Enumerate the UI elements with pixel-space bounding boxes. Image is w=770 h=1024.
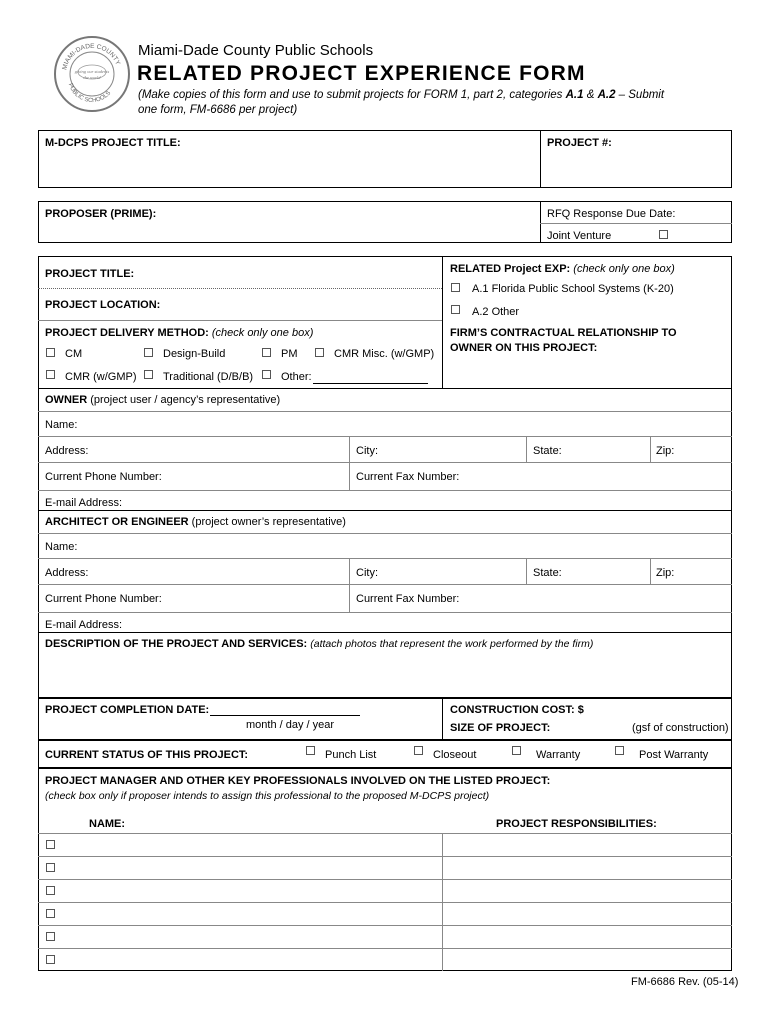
proposer-label: PROPOSER (PRIME): (45, 208, 157, 220)
owner-address-label: Address: (45, 445, 89, 457)
personnel-heading: PROJECT MANAGER AND OTHER KEY PROFESSIONALS INVOLVED ON THE LISTED PROJECT: (45, 775, 551, 787)
project-number-label: PROJECT #: (547, 137, 612, 149)
svg-text:MIAMI-DADE COUNTY: MIAMI-DADE COUNTY (61, 42, 122, 71)
related-exp-label: RELATED Project EXP: (check only one box) (450, 263, 675, 275)
rfq-due-date-label: RFQ Response Due Date: (547, 208, 676, 220)
name-column-header: NAME: (89, 818, 126, 830)
architect-email-label: E-mail Address: (45, 619, 123, 631)
project-size-label: SIZE OF PROJECT: (450, 722, 551, 734)
pm-checkbox[interactable] (262, 348, 271, 357)
closeout-label: Closeout (433, 749, 477, 761)
other-checkbox[interactable] (262, 370, 271, 379)
architect-state-label: State: (533, 567, 562, 579)
personnel-checkbox[interactable] (46, 932, 55, 941)
personnel-checkbox[interactable] (46, 886, 55, 895)
owner-name-label: Name: (45, 419, 78, 431)
svg-text:PUBLIC SCHOOLS: PUBLIC SCHOOLS (66, 82, 113, 105)
personnel-checkbox[interactable] (46, 863, 55, 872)
punch-list-label: Punch List (325, 749, 377, 761)
form-number: FM-6686 Rev. (05-14) (631, 976, 739, 988)
svg-text:giving our students: giving our students (74, 69, 110, 74)
a2-label: A.2 Other (472, 306, 520, 318)
firm-relationship-label-1: FIRM’S CONTRACTUAL RELATIONSHIP TO (450, 327, 677, 339)
cmr-misc-label: CMR Misc. (w/GMP) (334, 348, 435, 360)
other-label: Other: (281, 371, 312, 383)
design-build-label: Design-Build (163, 348, 226, 360)
owner-city-label: City: (356, 445, 378, 457)
firm-relationship-label-2: OWNER ON THIS PROJECT: (450, 342, 598, 354)
other-input-line[interactable] (313, 383, 428, 384)
responsibilities-column-header: PROJECT RESPONSIBILITIES: (496, 818, 657, 830)
personnel-checkbox[interactable] (46, 955, 55, 964)
owner-heading: OWNER (project user / agency’s representative) (45, 394, 281, 406)
a1-label: A.1 Florida Public School Systems (K-20) (472, 283, 674, 295)
warranty-label: Warranty (536, 749, 581, 761)
pm-label: PM (281, 348, 298, 360)
completion-date-label: PROJECT COMPLETION DATE: (45, 704, 210, 716)
a2-checkbox[interactable] (451, 305, 460, 314)
mdcps-project-title-label: M-DCPS PROJECT TITLE: (45, 137, 181, 149)
cm-label: CM (65, 348, 83, 360)
cmr-gmp-checkbox[interactable] (46, 370, 55, 379)
cmr-misc-checkbox[interactable] (315, 348, 324, 357)
architect-phone-label: Current Phone Number: (45, 593, 162, 605)
owner-state-label: State: (533, 445, 562, 457)
cm-checkbox[interactable] (46, 348, 55, 357)
closeout-checkbox[interactable] (414, 746, 423, 755)
svg-text:the world: the world (83, 75, 101, 80)
personnel-checkbox[interactable] (46, 840, 55, 849)
architect-zip-label: Zip: (656, 567, 675, 579)
warranty-checkbox[interactable] (512, 746, 521, 755)
cmr-gmp-label: CMR (w/GMP) (65, 371, 137, 383)
form-title: RELATED PROJECT EXPERIENCE FORM (137, 62, 586, 85)
architect-name-label: Name: (45, 541, 78, 553)
seal-graphic (56, 38, 128, 110)
delivery-method-label: PROJECT DELIVERY METHOD: (check only one box) (45, 327, 314, 339)
joint-venture-checkbox[interactable] (659, 230, 668, 239)
form-instructions: (Make copies of this form and use to submit projects for FORM 1, part 2, categories A.1 & A.2 – Submit one form, FM-6686 per project) (138, 89, 665, 116)
project-location-label: PROJECT LOCATION: (45, 299, 161, 311)
personnel-checkbox[interactable] (46, 909, 55, 918)
post-warranty-label: Post Warranty (639, 749, 709, 761)
personnel-note: (check box only if proposer intends to assign this professional to the proposed M-DCPS project) (45, 790, 490, 802)
traditional-checkbox[interactable] (144, 370, 153, 379)
architect-fax-label: Current Fax Number: (356, 593, 460, 605)
description-heading: DESCRIPTION OF THE PROJECT AND SERVICES: (attach photos that represent the work performed by the firm) (45, 638, 594, 650)
owner-phone-label: Current Phone Number: (45, 471, 162, 483)
status-label: CURRENT STATUS OF THIS PROJECT: (45, 749, 249, 761)
construction-cost-label: CONSTRUCTION COST: $ (450, 704, 584, 716)
punch-list-checkbox[interactable] (306, 746, 315, 755)
post-warranty-checkbox[interactable] (615, 746, 624, 755)
date-format-hint: month / day / year (246, 719, 335, 731)
owner-zip-label: Zip: (656, 445, 675, 457)
district-seal-logo (54, 36, 130, 112)
school-name: Miami-Dade County Public Schools (138, 42, 374, 59)
completion-date-input-line[interactable] (210, 715, 360, 716)
project-title-label: PROJECT TITLE: (45, 268, 135, 280)
owner-email-label: E-mail Address: (45, 497, 123, 509)
architect-city-label: City: (356, 567, 378, 579)
a1-checkbox[interactable] (451, 283, 460, 292)
joint-venture-label: Joint Venture (547, 230, 612, 242)
architect-heading: ARCHITECT OR ENGINEER (project owner’s representative) (45, 516, 346, 528)
traditional-label: Traditional (D/B/B) (163, 371, 254, 383)
design-build-checkbox[interactable] (144, 348, 153, 357)
size-unit-label: (gsf of construction) (632, 722, 729, 734)
owner-fax-label: Current Fax Number: (356, 471, 460, 483)
architect-address-label: Address: (45, 567, 89, 579)
